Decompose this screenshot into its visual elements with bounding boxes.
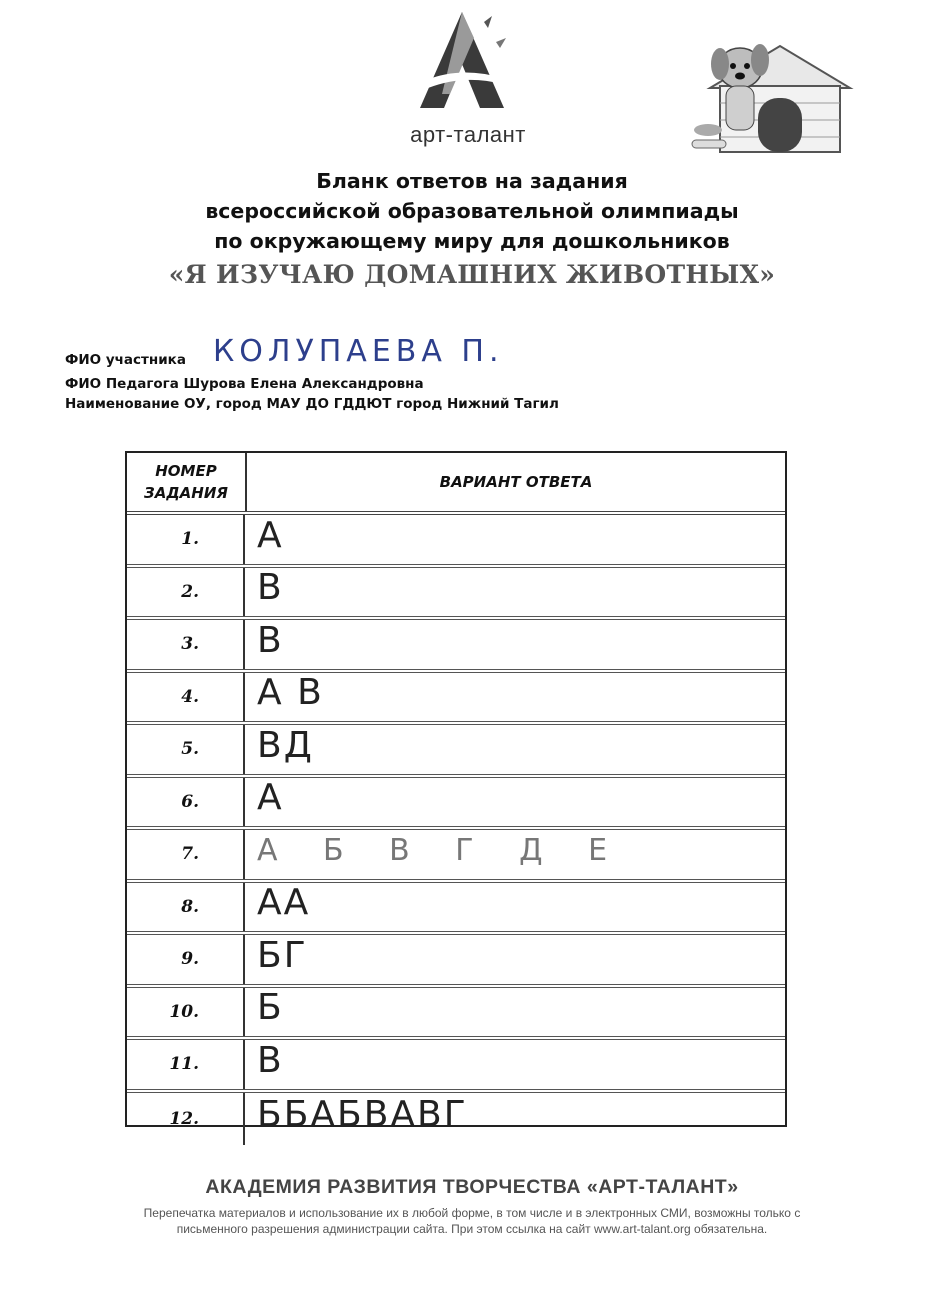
teacher-value: Шурова Елена Александровна xyxy=(183,376,424,392)
school-value: МАУ ДО ГДДЮТ город Нижний Тагил xyxy=(266,396,559,412)
task-number: 4. xyxy=(127,673,245,722)
table-row xyxy=(127,778,785,831)
handwritten-answer: А xyxy=(257,514,284,556)
form-title xyxy=(0,166,944,294)
task-number: 12. xyxy=(127,1093,245,1146)
handwritten-answer: В xyxy=(257,619,284,661)
handwritten-answer: АА xyxy=(257,882,311,924)
notice-line-1: Перепечатка материалов и использование их в любой форме, в том числе и в электронных СМИ, возможны только с xyxy=(143,1206,801,1220)
teacher-row xyxy=(65,374,559,394)
header-answer: ВАРИАНТ ОТВЕТА xyxy=(439,473,593,491)
table-header xyxy=(127,453,785,515)
title-line-3: по окружающему миру для дошкольников xyxy=(214,229,730,253)
handwritten-answer: ББАБВАВГ xyxy=(257,1094,468,1136)
art-talant-logo xyxy=(412,8,512,118)
table-row xyxy=(127,883,785,936)
table-row xyxy=(127,1040,785,1093)
table-row xyxy=(127,935,785,988)
task-number: 2. xyxy=(127,568,245,617)
footer xyxy=(0,1176,944,1237)
handwritten-answer: В xyxy=(257,567,284,609)
school-row xyxy=(65,394,559,414)
table-row xyxy=(127,515,785,568)
academy-name: АКАДЕМИЯ РАЗВИТИЯ ТВОРЧЕСТВА «АРТ-ТАЛАНТ» xyxy=(205,1176,739,1198)
task-number: 11. xyxy=(127,1040,245,1089)
task-number: 8. xyxy=(127,883,245,932)
title-line-1: Бланк ответов на задания xyxy=(316,169,628,193)
notice-line-2: письменного разрешения администрации сайта. При этом ссылка на сайт www.art-talant.org обязательна. xyxy=(176,1222,768,1236)
school-label: Наименование ОУ, город xyxy=(65,396,262,412)
handwritten-answer: БГ xyxy=(257,934,308,976)
table-row xyxy=(127,620,785,673)
handwritten-answer: А Б В Г Д Е xyxy=(257,832,608,868)
header-number-line2: ЗАДАНИЯ xyxy=(144,484,228,502)
header-task-number xyxy=(127,453,247,511)
handwritten-answer: ВД xyxy=(257,724,314,766)
teacher-label: ФИО Педагога xyxy=(65,376,179,392)
copyright-notice xyxy=(0,1205,944,1237)
header-number-line1: НОМЕР xyxy=(155,462,217,480)
task-number: 7. xyxy=(127,830,245,879)
table-row xyxy=(127,725,785,778)
dog-doghouse-illustration xyxy=(680,28,860,158)
table-body xyxy=(127,515,785,1145)
participant-name-handwritten: КОЛУПАЕВА П. xyxy=(213,334,504,369)
participant-name-label: ФИО участника xyxy=(65,352,186,368)
task-number: 6. xyxy=(127,778,245,827)
task-number: 9. xyxy=(127,935,245,984)
table-row xyxy=(127,673,785,726)
handwritten-answer: А В xyxy=(257,672,324,714)
table-row xyxy=(127,830,785,883)
participant-info xyxy=(65,334,559,414)
table-row xyxy=(127,568,785,621)
handwritten-answer: А xyxy=(257,777,284,819)
olympiad-name: «Я ИЗУЧАЮ ДОМАШНИХ ЖИВОТНЫХ» xyxy=(168,260,776,289)
task-number: 10. xyxy=(127,988,245,1037)
title-line-2: всероссийской образовательной олимпиады xyxy=(205,199,739,223)
handwritten-answer: В xyxy=(257,1039,284,1081)
answers-table xyxy=(125,451,787,1136)
task-number: 5. xyxy=(127,725,245,774)
task-number: 3. xyxy=(127,620,245,669)
brand-name: арт-талант xyxy=(410,122,526,147)
participant-name-row xyxy=(65,334,559,374)
handwritten-answer: Б xyxy=(257,987,284,1029)
table-row xyxy=(127,988,785,1041)
table-row xyxy=(127,1093,785,1146)
task-number: 1. xyxy=(127,515,245,564)
